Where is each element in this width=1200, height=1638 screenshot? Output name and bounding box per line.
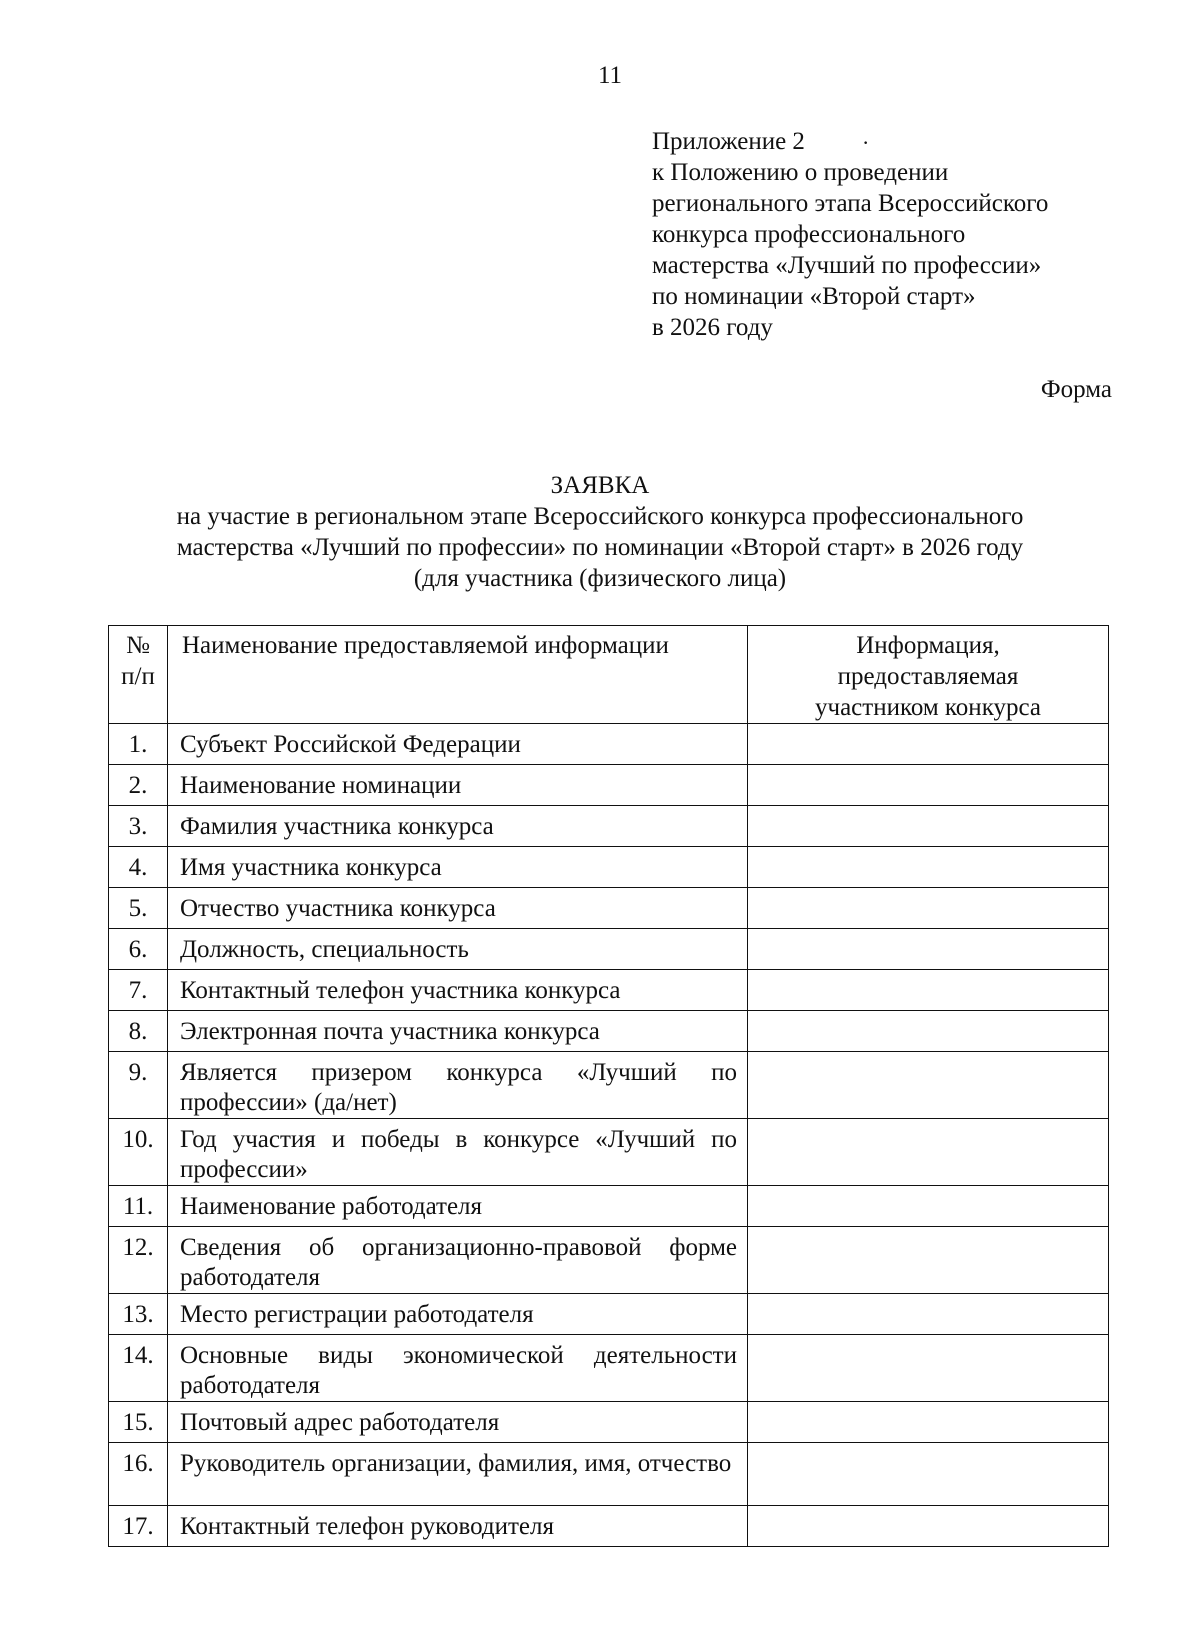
row-number: 16. — [109, 1443, 168, 1506]
table-row — [109, 1186, 1109, 1227]
row-number: 12. — [109, 1227, 168, 1294]
row-label: Контактный телефон руководителя — [168, 1506, 748, 1547]
heading-line: (для участника (физического лица) — [413, 565, 787, 592]
row-label: Контактный телефон участника конкурса — [168, 970, 748, 1011]
row-label: Основные виды экономической деятельности работодателя — [168, 1335, 748, 1402]
row-number: 3. — [109, 806, 168, 847]
row-label: Электронная почта участника конкурса — [168, 1011, 748, 1052]
appendix-line: конкурса профессионального — [652, 221, 966, 248]
row-value-cell[interactable] — [748, 847, 1109, 888]
row-number: 7. — [109, 970, 168, 1011]
row-label: Должность, специальность — [168, 929, 748, 970]
page-number: 11 — [597, 62, 623, 89]
row-label: Место регистрации работодателя — [168, 1294, 748, 1335]
header-info-line: Информация, — [856, 632, 1000, 659]
row-number: 10. — [109, 1119, 168, 1186]
appendix-line: регионального этапа Всероссийского — [652, 190, 1049, 217]
row-number: 2. — [109, 765, 168, 806]
row-value-cell[interactable] — [748, 1335, 1109, 1402]
row-label: Руководитель организации, фамилия, имя, отчество — [168, 1443, 748, 1506]
header-number-line: п/п — [121, 663, 155, 690]
row-number: 14. — [109, 1335, 168, 1402]
row-value-cell[interactable] — [748, 724, 1109, 765]
row-number: 13. — [109, 1294, 168, 1335]
table-row — [109, 724, 1109, 765]
header-info-line: участником конкурса — [815, 694, 1041, 721]
row-value-cell[interactable] — [748, 1227, 1109, 1294]
header-info — [748, 626, 1109, 724]
table-row — [109, 1402, 1109, 1443]
row-number: 9. — [109, 1052, 168, 1119]
row-number: 11. — [109, 1186, 168, 1227]
row-number: 6. — [109, 929, 168, 970]
row-value-cell[interactable] — [748, 888, 1109, 929]
row-value-cell[interactable] — [748, 970, 1109, 1011]
header-number-line: № — [126, 632, 150, 659]
table-row — [109, 1119, 1109, 1186]
header-number — [109, 626, 168, 724]
appendix-line: мастерства «Лучший по профессии» — [652, 252, 1042, 279]
table-row — [109, 1294, 1109, 1335]
table-row — [109, 888, 1109, 929]
row-label: Наименование номинации — [168, 765, 748, 806]
row-value-cell[interactable] — [748, 806, 1109, 847]
row-value-cell[interactable] — [748, 929, 1109, 970]
appendix-note — [652, 126, 1122, 343]
appendix-line: в 2026 году — [652, 314, 773, 341]
appendix-line: по номинации «Второй старт» — [652, 283, 976, 310]
appendix-line: к Положению о проведении — [652, 159, 949, 186]
row-value-cell[interactable] — [748, 1443, 1109, 1506]
row-number: 15. — [109, 1402, 168, 1443]
heading-line: на участие в региональном этапе Всероссийского конкурса профессионального — [176, 503, 1024, 530]
table-row — [109, 1506, 1109, 1547]
row-label: Фамилия участника конкурса — [168, 806, 748, 847]
table-row — [109, 1052, 1109, 1119]
row-number: 5. — [109, 888, 168, 929]
row-value-cell[interactable] — [748, 1186, 1109, 1227]
row-label: Почтовый адрес работодателя — [168, 1402, 748, 1443]
row-value-cell[interactable] — [748, 1294, 1109, 1335]
table-header-row — [109, 626, 1109, 724]
row-label: Сведения об организационно-правовой форме работодателя — [168, 1227, 748, 1294]
row-number: 8. — [109, 1011, 168, 1052]
row-value-cell[interactable] — [748, 1011, 1109, 1052]
appendix-line: Приложение 2 — [652, 128, 805, 155]
table-row — [109, 970, 1109, 1011]
row-label: Субъект Российской Федерации — [168, 724, 748, 765]
application-form-table — [108, 625, 1109, 1547]
row-label: Имя участника конкурса — [168, 847, 748, 888]
row-number: 17. — [109, 1506, 168, 1547]
table-row — [109, 847, 1109, 888]
row-label: Отчество участника конкурса — [168, 888, 748, 929]
table-row — [109, 765, 1109, 806]
table-row — [109, 1011, 1109, 1052]
row-label: Год участия и победы в конкурсе «Лучший по профессии» — [168, 1119, 748, 1186]
table-row — [109, 1335, 1109, 1402]
row-value-cell[interactable] — [748, 1052, 1109, 1119]
document-heading — [0, 470, 1200, 594]
document-title: ЗАЯВКА — [550, 472, 650, 499]
row-value-cell[interactable] — [748, 1506, 1109, 1547]
row-value-cell[interactable] — [748, 765, 1109, 806]
row-number: 4. — [109, 847, 168, 888]
row-value-cell[interactable] — [748, 1402, 1109, 1443]
row-number: 1. — [109, 724, 168, 765]
heading-line: мастерства «Лучший по профессии» по номинации «Второй старт» в 2026 году — [176, 534, 1024, 561]
table-row — [109, 806, 1109, 847]
scan-dot-mark: · — [862, 130, 870, 155]
row-label: Является призером конкурса «Лучший по профессии» (да/нет) — [168, 1052, 748, 1119]
header-info-line: предоставляемая — [837, 663, 1019, 690]
row-value-cell[interactable] — [748, 1119, 1109, 1186]
header-name: Наименование предоставляемой информации — [168, 626, 748, 724]
row-label: Наименование работодателя — [168, 1186, 748, 1227]
form-label: Форма — [1040, 376, 1112, 403]
table-row — [109, 1227, 1109, 1294]
table-row — [109, 929, 1109, 970]
table-row — [109, 1443, 1109, 1506]
